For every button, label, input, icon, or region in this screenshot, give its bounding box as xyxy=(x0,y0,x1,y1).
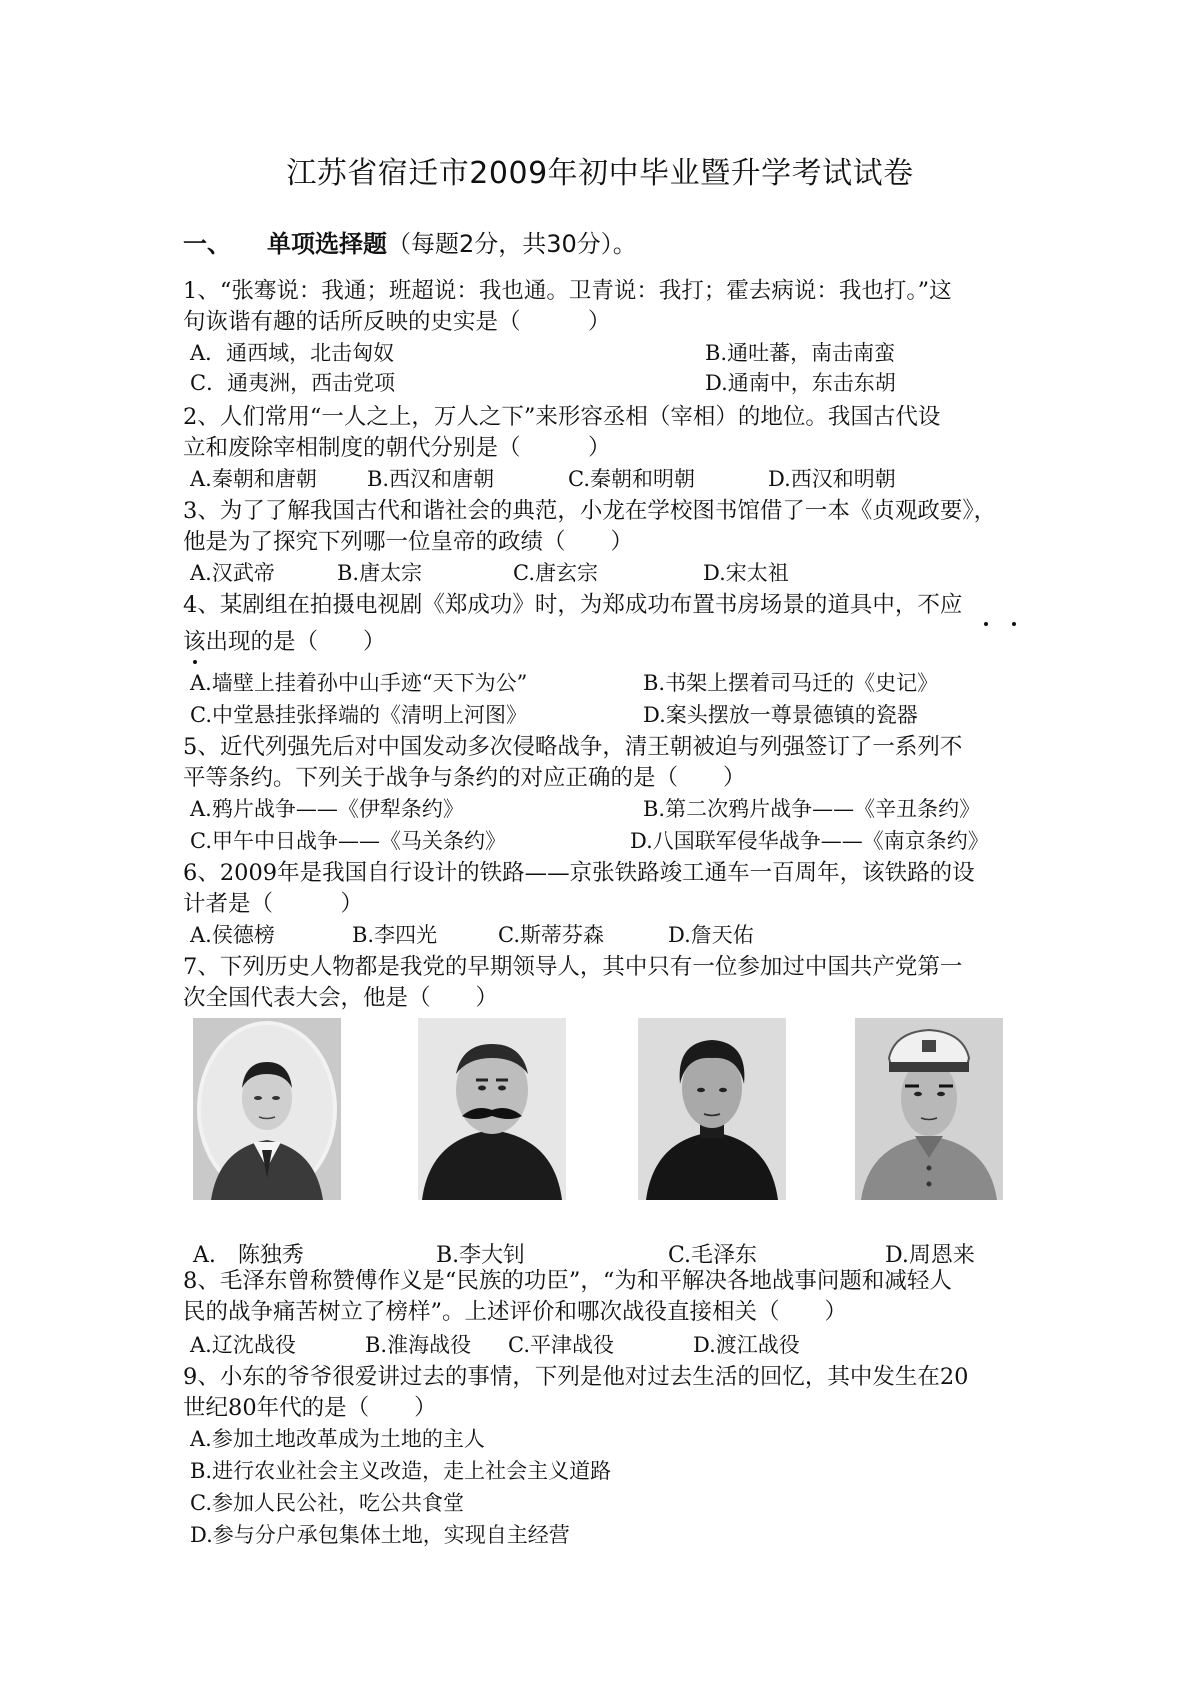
question-9-line-1: 9、小东的爷爷很爱讲过去的事情，下列是他对过去生活的回忆，其中发生在20 xyxy=(183,1364,969,1390)
question-7-option-a: A. 陈独秀 xyxy=(193,1243,304,1268)
question-4-options-row-1 xyxy=(190,668,1040,698)
question-2-option-d: D.西汉和明朝 xyxy=(768,467,896,491)
question-2 xyxy=(183,402,1033,464)
question-3 xyxy=(183,496,1033,558)
question-5-option-b: B.第二次鸦片战争——《辛丑条约》 xyxy=(643,797,981,821)
question-6-option-a: A.侯德榜 xyxy=(190,923,275,947)
question-9-option-d-row xyxy=(190,1520,1040,1550)
question-8-option-b: B.淮海战役 xyxy=(365,1333,472,1357)
portrait-image xyxy=(193,1018,341,1200)
question-7-option-d: D.周恩来 xyxy=(885,1243,975,1268)
question-8-line-1: 8、毛泽东曾称赞傅作义是“民族的功臣”，“为和平解决各地战事问题和减轻人 xyxy=(183,1268,952,1294)
question-4-options-row-2 xyxy=(190,700,1040,730)
portrait-image xyxy=(638,1018,786,1200)
question-9-option-b-row xyxy=(190,1456,1040,1486)
question-8-options xyxy=(190,1330,1040,1360)
question-6-option-c: C.斯蒂芬森 xyxy=(498,923,604,947)
question-8 xyxy=(183,1266,1033,1328)
question-3-line-2: 他是为了探究下列哪一位皇帝的政绩（ ） xyxy=(183,529,634,555)
question-5 xyxy=(183,732,1033,794)
emphasis-dot xyxy=(193,660,197,664)
question-9 xyxy=(183,1362,1033,1424)
exam-title: 江苏省宿迁市2009年初中毕业暨升学考试试卷 xyxy=(286,156,914,191)
question-4-option-d: D.案头摆放一尊景德镇的瓷器 xyxy=(643,703,918,727)
question-5-option-d: D.八国联军侵华战争——《南京条约》 xyxy=(630,829,989,853)
portrait-image xyxy=(418,1018,566,1200)
portrait-row xyxy=(0,1018,1200,1208)
question-9-option-c: C.参加人民公社，吃公共食堂 xyxy=(190,1491,464,1515)
question-7-option-c: C.毛泽东 xyxy=(668,1243,758,1268)
question-9-option-c-row xyxy=(190,1488,1040,1518)
portrait-li-dazhao xyxy=(418,1018,566,1200)
question-2-line-2: 立和废除宰相制度的朝代分别是（ ） xyxy=(183,435,611,461)
question-2-line-1: 2、人们常用“一人之上，万人之下”来形容丞相（宰相）的地位。我国古代设 xyxy=(183,404,941,430)
question-4-line-2: 该出现的是（ ） xyxy=(183,629,386,655)
question-3-option-b: B.唐太宗 xyxy=(337,561,423,585)
portrait-zhou-enlai xyxy=(855,1018,1003,1200)
question-2-options xyxy=(190,464,1040,494)
question-9-line-2: 世纪80年代的是（ ） xyxy=(183,1395,437,1421)
question-4-option-a: A.墙壁上挂着孙中山手迹“天下为公” xyxy=(190,671,528,695)
question-2-option-a: A.秦朝和唐朝 xyxy=(190,467,317,491)
question-6-options xyxy=(190,920,1040,950)
question-5-option-a: A.鸦片战争——《伊犁条约》 xyxy=(190,797,464,821)
question-7-option-b: B.李大钊 xyxy=(436,1243,526,1268)
question-9-option-a: A.参加土地改革成为土地的主人 xyxy=(190,1427,485,1451)
question-1-option-d: D.通南中，东击东胡 xyxy=(705,371,896,395)
question-9-option-b: B.进行农业社会主义改造，走上社会主义道路 xyxy=(190,1459,612,1483)
question-1-line-1: 1、“张骞说：我通；班超说：我也通。卫青说：我打；霍去病说：我也打。”这 xyxy=(183,278,952,304)
question-5-line-2: 平等条约。下列关于战争与条约的对应正确的是（ ） xyxy=(183,765,746,791)
question-4-line-1: 4、某剧组在拍摄电视剧《郑成功》时，为郑成功布置书房场景的道具中，不应 xyxy=(183,592,963,618)
question-3-option-d: D.宋太祖 xyxy=(703,561,789,585)
question-1-option-c: C．通夷洲，西击党项 xyxy=(190,371,396,395)
question-1-option-b: B.通吐蕃，南击南蛮 xyxy=(705,341,896,365)
question-3-option-a: A.汉武帝 xyxy=(190,561,275,585)
question-8-option-c: C.平津战役 xyxy=(508,1333,614,1357)
question-6 xyxy=(183,858,1033,920)
question-3-option-c: C.唐玄宗 xyxy=(513,561,598,585)
section-heading xyxy=(183,224,637,259)
question-6-option-b: B.李四光 xyxy=(352,923,438,947)
question-4-option-b: B.书架上摆着司马迁的《史记》 xyxy=(643,671,939,695)
section-title: 单项选择题 xyxy=(267,230,387,258)
question-5-option-c: C.甲午中日战争——《马关条约》 xyxy=(190,829,506,853)
question-9-option-a-row xyxy=(190,1424,1040,1454)
question-6-option-d: D.詹天佑 xyxy=(668,923,754,947)
portrait-chen-duxiu xyxy=(193,1018,341,1200)
portrait-image xyxy=(855,1018,1003,1200)
question-4-option-c: C.中堂悬挂张择端的《清明上河图》 xyxy=(190,703,527,727)
question-1 xyxy=(183,276,1033,338)
question-7-line-1: 7、下列历史人物都是我党的早期领导人，其中只有一位参加过中国共产党第一 xyxy=(183,954,963,980)
question-8-option-a: A.辽沈战役 xyxy=(190,1333,296,1357)
section-number: 一、 xyxy=(183,230,231,258)
question-8-option-d: D.渡江战役 xyxy=(693,1333,800,1357)
question-1-options-row-1 xyxy=(190,338,1040,368)
question-5-options-row-1 xyxy=(190,794,1040,824)
question-6-line-2: 计者是（ ） xyxy=(183,891,364,917)
question-5-options-row-2 xyxy=(190,826,1040,856)
question-2-option-b: B.西汉和唐朝 xyxy=(367,467,495,491)
question-2-option-c: C.秦朝和明朝 xyxy=(568,467,695,491)
question-4 xyxy=(183,590,1033,658)
question-5-line-1: 5、近代列强先后对中国发动多次侵略战争，清王朝被迫与列强签订了一系列不 xyxy=(183,734,963,760)
question-9-option-d: D.参与分户承包集体土地，实现自主经营 xyxy=(190,1523,570,1547)
portrait-mao-zedong xyxy=(638,1018,786,1200)
question-7-line-2: 次全国代表大会，他是（ ） xyxy=(183,985,499,1011)
question-3-line-1: 3、为了了解我国古代和谐社会的典范，小龙在学校图书馆借了一本《贞观政要》， xyxy=(183,498,997,524)
section-note: （每题2分，共30分）。 xyxy=(387,230,637,258)
question-6-line-1: 6、2009年是我国自行设计的铁路——京张铁路竣工通车一百周年，该铁路的设 xyxy=(183,860,975,886)
question-3-options xyxy=(190,558,1040,588)
question-1-option-a: A．通西域，北击匈奴 xyxy=(190,341,395,365)
question-1-line-2: 句诙谐有趣的话所反映的史实是（ ） xyxy=(183,309,611,335)
question-7 xyxy=(183,952,1033,1014)
question-8-line-2: 民的战争痛苦树立了榜样”。上述评价和哪次战役直接相关（ ） xyxy=(183,1299,848,1325)
question-1-options-row-2 xyxy=(190,368,1040,398)
